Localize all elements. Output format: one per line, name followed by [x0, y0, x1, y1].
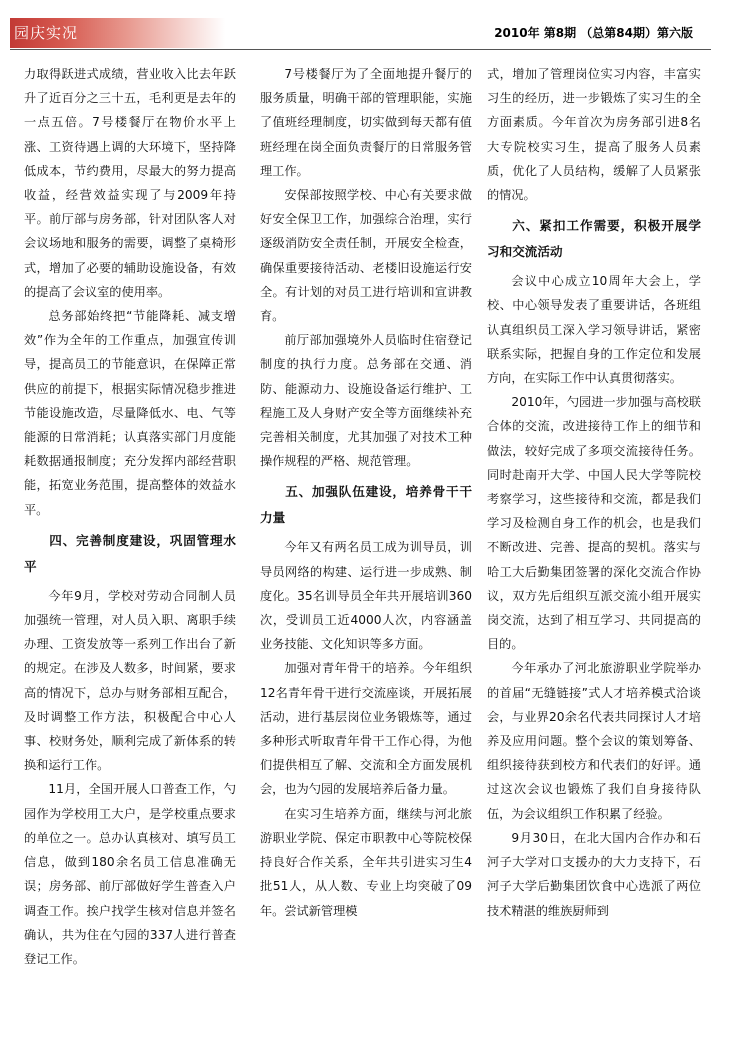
paragraph: 今年9月，学校对劳动合同制人员加强统一管理，对人员入职、离职手续办理、工资发放等一系列工作出台了新的规定。在涉及人数多，时间紧，要求高的情况下，总办与财务部相互配合，及时调整工作方法，积极配合中心人事、校财务处，顺利完成了新体系的转换和运行工作。: [24, 588, 236, 773]
issue-info: 2010年 第8期 （总第84期）第六版: [494, 26, 693, 40]
section-heading: 五、加强队伍建设，培养骨干干力量: [260, 484, 472, 526]
header-divider: [10, 49, 711, 50]
paragraph: 9月30日，在北大国内合作办和石河子大学对口支援办的大力支持下，石河子大学后勤集团饮食中心选派了两位技术精湛的维族厨师到: [487, 830, 701, 918]
paragraph: 在实习生培养方面，继续与河北旅游职业学院、保定市职教中心等院校保持良好合作关系，全年共引进实习生4批51人，从人数、专业上均突破了09年。尝试新管理模: [260, 806, 472, 918]
paragraph: 安保部按照学校、中心有关要求做好安全保卫工作，加强综合治理，实行逐级消防安全责任制，开展安全检查，确保重要接待活动、老楼旧设施运行安全。有计划的对员工进行培训和宣讲教育。: [260, 188, 472, 324]
article-column-2: [260, 62, 472, 923]
article-column-3: [487, 62, 701, 923]
section-title: 园庆实况: [14, 24, 79, 42]
paragraph: 11月，全国开展人口普查工作，勺园作为学校用工大户，是学校重点要求的单位之一。总办认真核对、填写员工信息，做到180余名员工信息准确无误；房务部、前厅部做好学生普查入户调查工作。挨户找学生核对信息并签名确认，共为住在勺园的337人进行普查登记工作。: [24, 782, 236, 966]
paragraph: 2010年，勺园进一步加强与高校联合体的交流，改进接待工作上的细节和做法，较好完成了多项交流接待任务。同时赴南开大学、中国人民大学等院校考察学习，这些接待和交流，都是我们学习及检测自身工作的机会，也是我们不断改进、完善、提高的契机。落实与哈工大后勤集团签署的深化交流合作协议，双方先后组织互派交流小组开展实岗交流，达到了相互学习、共同提高的目的。: [487, 395, 701, 652]
section-heading: 六、紧扣工作需要，积极开展学习和交流活动: [487, 218, 701, 260]
page-header: [0, 0, 729, 50]
paragraph: 式，增加了管理岗位实习内容，丰富实习生的经历，进一步锻炼了实习生的全方面素质。今年首次为房务部引进8名大专院校实习生，提高了服务人员素质，优化了人员结构，缓解了人员紧张的情况。: [487, 67, 701, 203]
paragraph: 前厅部加强境外人员临时住宿登记制度的执行力度。总务部在交通、消防、能源动力、设施设备运行维护、工程施工及人身财产安全等方面继续补充完善相关制度，尤其加强了对技术工种操作规程的严格、规范管理。: [260, 333, 472, 469]
paragraph: 今年又有两名员工成为训导员，训导员网络的构建、运行进一步成熟、制度化。35名训导员全年共开展培训360次，受训员工近4000人次，内容涵盖业务技能、文化知识等多方面。: [260, 540, 472, 652]
section-heading: 四、完善制度建设，巩固管理水平: [24, 532, 236, 574]
paragraph: 总务部始终把“节能降耗、减支增效”作为全年的工作重点，加强宣传训导，提高员工的节能意识，在保障正常供应的前提下，根据实际情况稳步推进节能设施改造，尽量降低水、电、气等能源的日常消耗；认真落实部门月度能耗数据通报制度；充分发挥内部经营职能，拓宽业务范围，提高整体的效益水平。: [24, 309, 236, 517]
paragraph: 会议中心成立10周年大会上，学校、中心领导发表了重要讲话，各班组认真组织员工深入学习领导讲话，紧密联系实际，把握自身的工作定位和发展方向，在实际工作中认真贯彻落实。: [487, 274, 701, 386]
paragraph: 今年承办了河北旅游职业学院举办的首届“无缝链接”式人才培养模式洽谈会，与业界20余名代表共同探讨人才培养及应用问题。整个会议的策划筹备、组织接待获到校方和代表们的好评。通过这次会议也锻炼了我们自身接待队伍，为会议组织工作积累了经验。: [487, 661, 701, 821]
paragraph: 加强对青年骨干的培养。今年组织12名青年骨干进行交流座谈，开展拓展活动，进行基层岗位业务锻炼等，通过多种形式听取青年骨干工作心得，为他们提供相互了解、交流和全方面发展机会，也为勺园的发展培养后备力量。: [260, 661, 472, 797]
paragraph: 力取得跃进式成绩，营业收入比去年跃升了近百分之三十五，毛利更是去年的一点五倍。7号楼餐厅在物价水平上涨、工资待遇上调的大环境下，坚持降低成本，节约费用，尽最大的努力提高收益，经营效益实现了与2009年持平。前厅部与房务部，针对团队客人对会议场地和服务的需要，调整了桌椅形式，增加了必要的辅助设施设备，有效的提高了会议室的使用率。: [24, 67, 236, 299]
paragraph: 7号楼餐厅为了全面地提升餐厅的服务质量，明确干部的管理职能，实施了值班经理制度，切实做到每天都有值班经理在岗全面负责餐厅的日常服务管理工作。: [260, 67, 472, 178]
article-column-1: [24, 62, 236, 971]
